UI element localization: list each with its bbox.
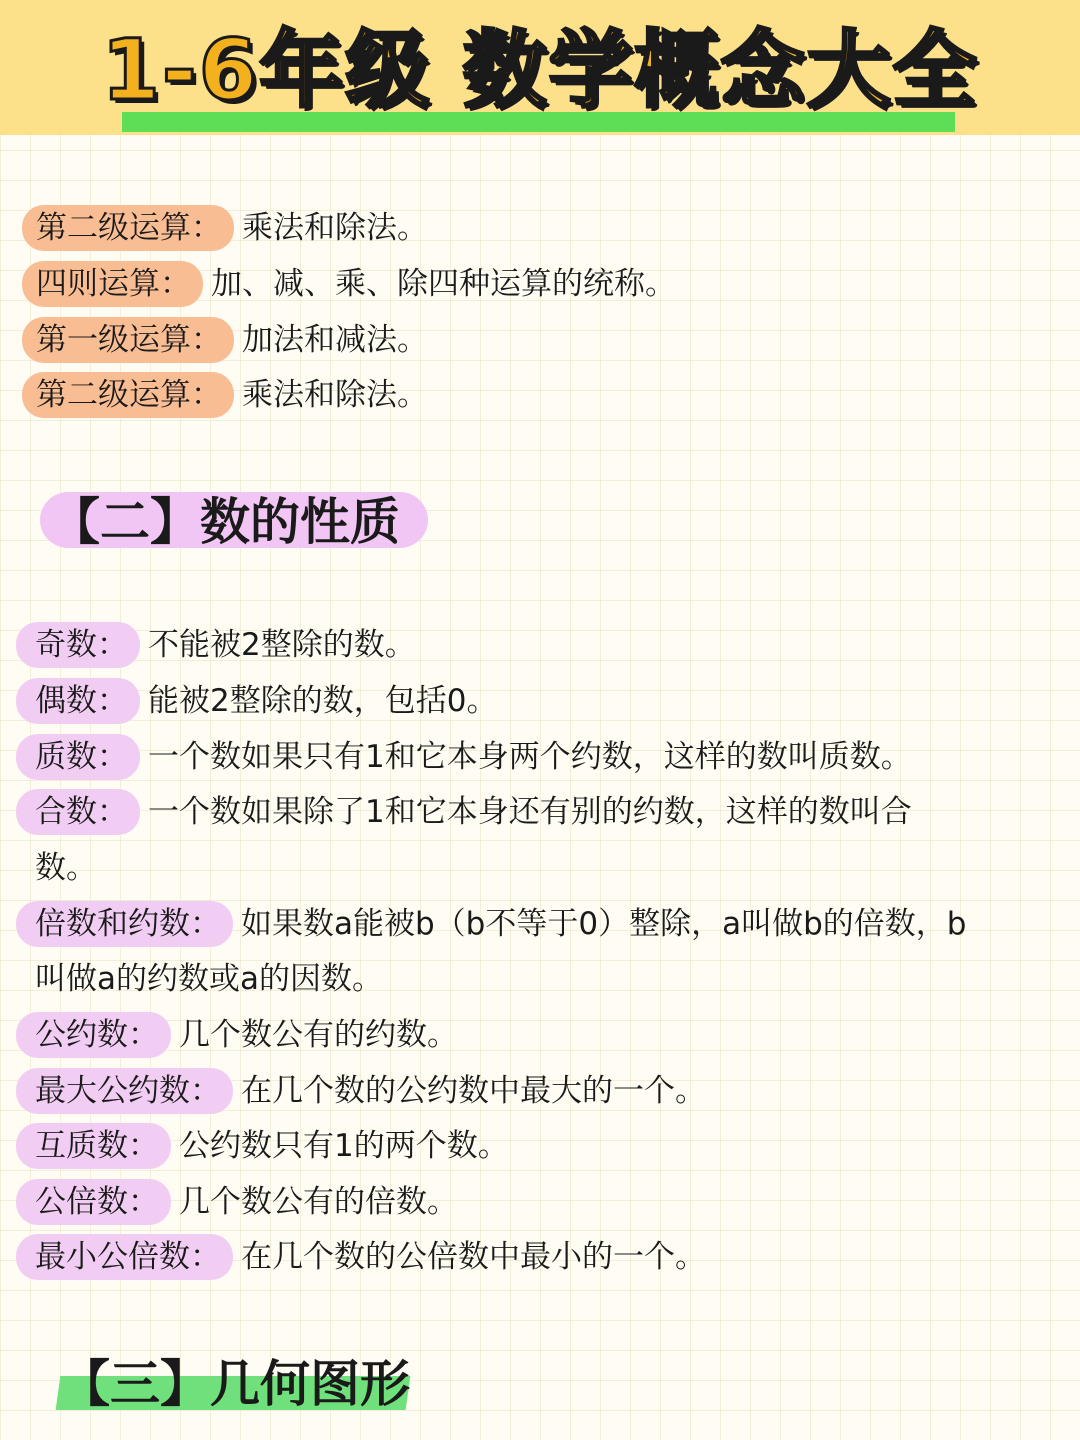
term-label: 第二级运算：: [22, 372, 234, 418]
term-definition-continued: 数。: [35, 850, 97, 886]
section-heading-number-properties: [40, 492, 400, 552]
term-label: 质数：: [16, 734, 140, 780]
definition-row: [16, 896, 1076, 952]
term-label: 第二级运算：: [22, 205, 234, 251]
term-label: 互质数：: [16, 1123, 171, 1169]
definition-continuation: [16, 840, 1076, 896]
term-label: 倍数和约数：: [16, 901, 233, 947]
definition-row: [16, 1174, 1076, 1230]
term-label: 公约数：: [16, 1012, 171, 1058]
term-label: 奇数：: [16, 622, 140, 668]
term-label: 最小公倍数：: [16, 1234, 233, 1280]
term-definition: 加法和减法。: [242, 322, 428, 358]
definition-row: [16, 1118, 1076, 1174]
term-definition: 几个数公有的倍数。: [179, 1184, 458, 1220]
term-definition: 一个数如果除了1和它本身还有别的约数，这样的数叫合: [148, 794, 912, 830]
operation-row: [22, 256, 1080, 312]
section-heading-text: 【三】几何图形: [60, 1355, 410, 1413]
term-definition: 几个数公有的约数。: [179, 1017, 458, 1053]
operation-row: [22, 367, 1080, 423]
operation-row: [22, 312, 1080, 368]
term-definition: 在几个数的公约数中最大的一个。: [241, 1073, 706, 1109]
term-definition: 一个数如果只有1和它本身两个约数，这样的数叫质数。: [148, 739, 912, 775]
term-label: 合数：: [16, 789, 140, 835]
term-definition: 能被2整除的数，包括0。: [148, 683, 498, 719]
term-label: 偶数：: [16, 678, 140, 724]
definition-row: [16, 1007, 1076, 1063]
definition-continuation: [16, 951, 1076, 1007]
definition-row: [16, 1229, 1076, 1285]
definition-row: [16, 673, 1076, 729]
definition-row: [16, 1063, 1076, 1119]
term-label: 第一级运算：: [22, 317, 234, 363]
term-label: 四则运算：: [22, 261, 203, 307]
term-definition: 乘法和除法。: [242, 377, 428, 413]
page-title: 1-6年级 数学概念大全: [101, 21, 979, 119]
term-definition: 乘法和除法。: [242, 210, 428, 246]
section-heading-geometry: [58, 1354, 410, 1414]
term-definition: 在几个数的公倍数中最小的一个。: [241, 1239, 706, 1275]
term-definition: 公约数只有1的两个数。: [179, 1128, 509, 1164]
term-definition: 不能被2整除的数。: [148, 627, 416, 663]
term-label: 最大公约数：: [16, 1068, 233, 1114]
definition-row: [16, 729, 1076, 785]
operation-row: [22, 200, 1080, 256]
definition-row: [16, 784, 1076, 840]
term-definition-continued: 叫做a的约数或a的因数。: [35, 961, 383, 997]
section-heading-text: 【二】数的性质: [50, 493, 400, 551]
term-definition: 加、减、乘、除四种运算的统称。: [211, 266, 676, 302]
term-definition: 如果数a能被b（b不等于0）整除，a叫做b的倍数，b: [241, 906, 967, 942]
term-label: 公倍数：: [16, 1179, 171, 1225]
definition-row: [16, 617, 1076, 673]
